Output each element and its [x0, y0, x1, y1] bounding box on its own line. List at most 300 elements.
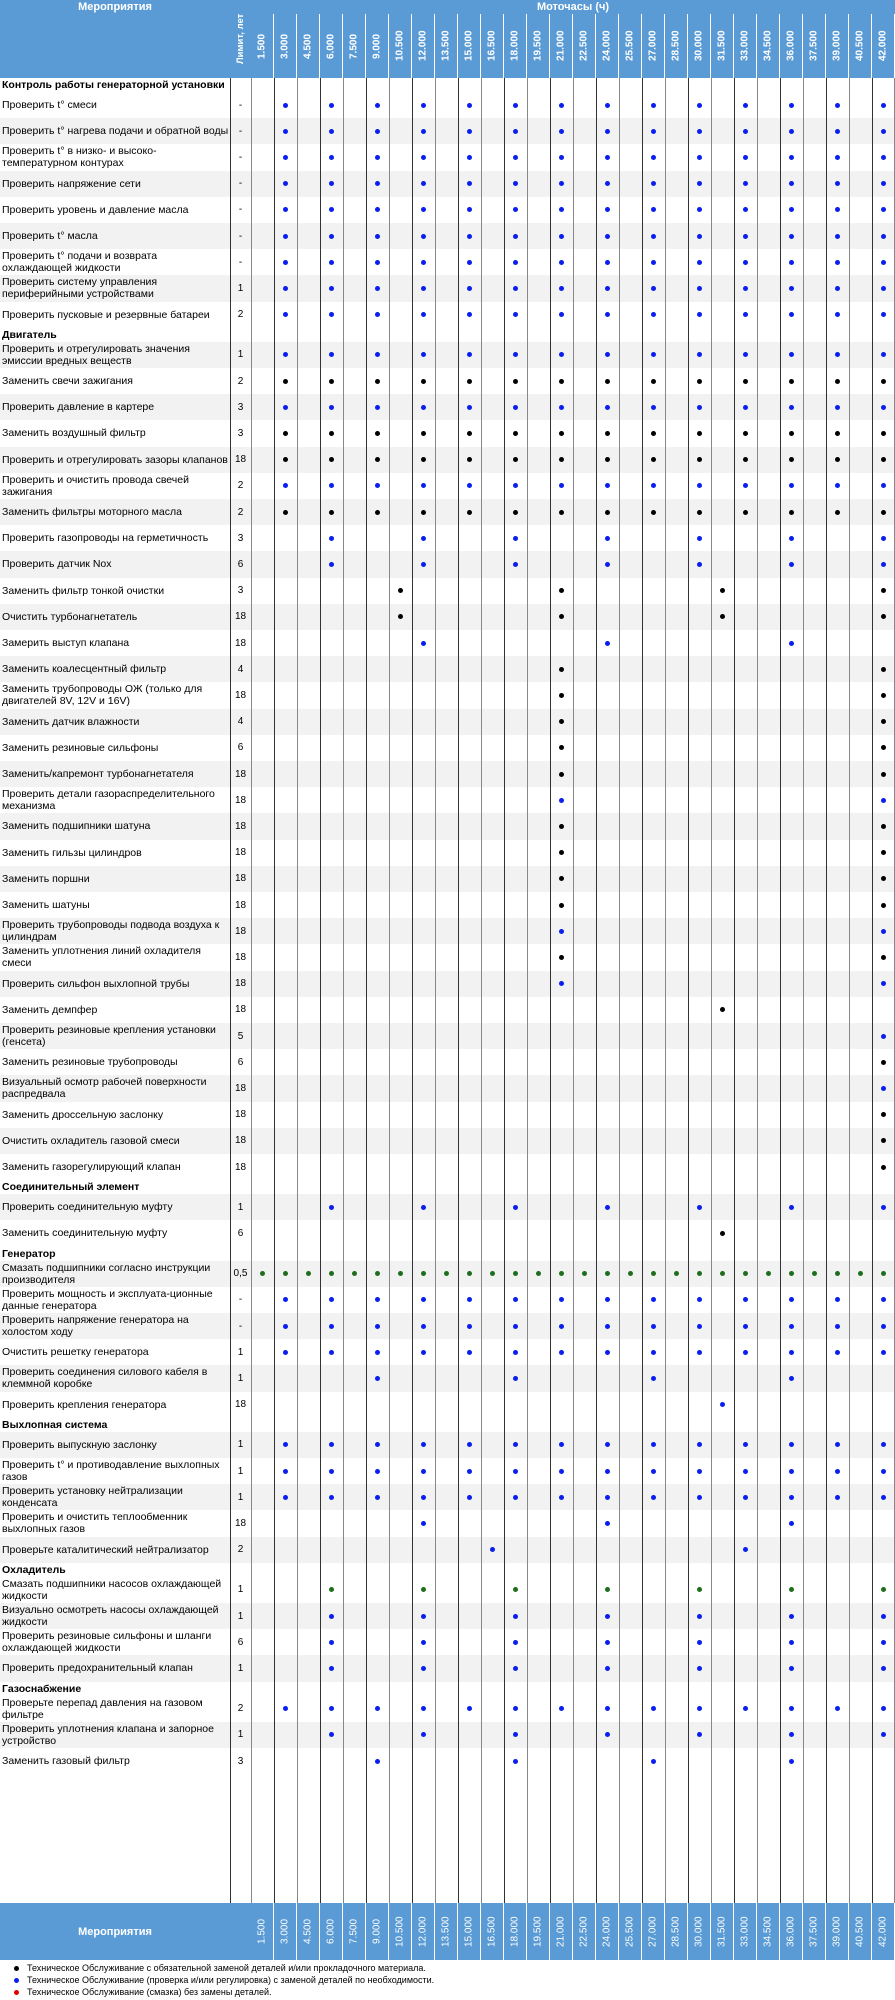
grid-line	[412, 78, 413, 1903]
limit-years: -	[238, 204, 243, 216]
blue-dot-icon	[283, 1350, 288, 1355]
grid-line	[297, 78, 298, 1903]
maintenance-mark-24.000	[596, 1722, 619, 1748]
hour-footer-12.000: 12.000	[412, 1903, 435, 1960]
green-dot-icon	[651, 1271, 656, 1276]
maintenance-mark-39.000	[826, 171, 849, 197]
green-dot-icon	[444, 1271, 449, 1276]
grid-line	[688, 78, 689, 1903]
table-row	[0, 499, 895, 525]
blue-dot-icon	[375, 1706, 380, 1711]
maintenance-mark-18.000	[504, 1432, 527, 1458]
grid-line	[619, 78, 620, 1903]
maintenance-mark-24.000	[596, 551, 619, 577]
maintenance-mark-21.000	[550, 813, 573, 839]
maintenance-mark-21.000	[550, 1339, 573, 1365]
blue-dot-icon	[720, 1402, 725, 1407]
table-row	[0, 1220, 895, 1246]
activity-name: Смазать подшипники согласно инструкции производителя	[2, 1261, 211, 1286]
maintenance-mark-30.000	[688, 302, 711, 328]
maintenance-mark-6.000	[320, 447, 343, 473]
maintenance-mark-36.000	[780, 92, 803, 118]
maintenance-mark-9.000	[366, 1287, 389, 1313]
limit-years: 18	[234, 873, 247, 885]
blue-dot-icon	[835, 405, 840, 410]
maintenance-mark-15.000	[458, 1696, 481, 1722]
green-dot-icon	[605, 1587, 610, 1592]
maintenance-mark-33.000	[734, 394, 757, 420]
grid-line	[458, 78, 459, 1903]
black-dot-icon	[398, 588, 403, 593]
maintenance-mark-42.000	[872, 197, 895, 223]
table-row	[0, 813, 895, 839]
maintenance-mark-33.000	[734, 92, 757, 118]
blue-dot-icon	[467, 260, 472, 265]
activity-name: Заменить фильтр тонкой очистки	[2, 584, 165, 597]
maintenance-mark-6.000	[320, 1339, 343, 1365]
limit-years: 1	[237, 1610, 244, 1622]
blue-dot-icon	[421, 234, 426, 239]
maintenance-mark-15.000	[458, 118, 481, 144]
hour-header-34.500: 34.500	[757, 14, 780, 78]
maintenance-mark-12.000	[412, 447, 435, 473]
maintenance-mark-6.000	[320, 499, 343, 525]
table-row	[0, 1696, 895, 1722]
black-dot-icon	[697, 510, 702, 515]
maintenance-mark-27.000	[642, 1339, 665, 1365]
maintenance-mark-18.000	[504, 1458, 527, 1484]
blue-dot-icon	[697, 1297, 702, 1302]
blue-dot-icon	[743, 483, 748, 488]
maintenance-mark-21.000	[550, 1696, 573, 1722]
maintenance-mark-33.000	[734, 1313, 757, 1339]
blue-dot-icon	[467, 1706, 472, 1711]
blue-dot-icon	[421, 1205, 426, 1210]
maintenance-mark-27.000	[642, 1313, 665, 1339]
maintenance-mark-33.000	[734, 1537, 757, 1563]
section-title: Контроль работы генераторной установки	[2, 79, 225, 91]
blue-dot-icon	[835, 129, 840, 134]
maintenance-mark-33.000	[734, 275, 757, 301]
blue-dot-icon	[329, 207, 334, 212]
black-dot-icon	[467, 457, 472, 462]
maintenance-mark-30.000	[688, 1261, 711, 1287]
blue-dot-icon	[881, 1640, 886, 1645]
grid-line	[757, 78, 758, 1903]
blue-dot-icon	[651, 155, 656, 160]
blue-dot-icon	[421, 181, 426, 186]
hour-footer-34.500: 34.500	[757, 1903, 780, 1960]
blue-dot-icon	[651, 1376, 656, 1381]
black-dot-icon	[329, 379, 334, 384]
limit-years: 6	[237, 1056, 244, 1068]
blue-dot-icon	[697, 181, 702, 186]
maintenance-mark-3.000	[274, 118, 297, 144]
blue-dot-icon	[743, 312, 748, 317]
black-dot-icon	[559, 693, 564, 698]
maintenance-mark-27.000	[642, 1458, 665, 1484]
blue-dot-icon	[789, 1376, 794, 1381]
maintenance-mark-33.000	[734, 447, 757, 473]
maintenance-mark-18.000	[504, 551, 527, 577]
maintenance-mark-9.000	[366, 144, 389, 170]
maintenance-mark-36.000	[780, 1261, 803, 1287]
blue-dot-icon	[605, 641, 610, 646]
maintenance-mark-3.000	[274, 1339, 297, 1365]
blue-dot-icon	[743, 405, 748, 410]
maintenance-mark-27.000	[642, 118, 665, 144]
blue-dot-icon	[835, 1469, 840, 1474]
hour-header-31.500: 31.500	[711, 14, 734, 78]
maintenance-mark-15.000	[458, 342, 481, 368]
maintenance-mark-24.000	[596, 92, 619, 118]
legend-item	[14, 1987, 272, 1997]
blue-dot-icon	[467, 405, 472, 410]
hour-header-30.000: 30.000	[688, 14, 711, 78]
black-dot-icon	[881, 588, 886, 593]
maintenance-mark-24.000	[596, 368, 619, 394]
maintenance-mark-6.000	[320, 551, 343, 577]
maintenance-mark-42.000	[872, 1603, 895, 1629]
black-dot-icon	[881, 1112, 886, 1117]
maintenance-mark-12.000	[412, 223, 435, 249]
hour-header-18.000: 18.000	[504, 14, 527, 78]
blue-dot-icon	[513, 1442, 518, 1447]
blue-dot-icon	[513, 1666, 518, 1671]
blue-dot-icon	[467, 234, 472, 239]
maintenance-mark-15.000	[458, 92, 481, 118]
black-dot-icon	[559, 824, 564, 829]
activity-name: Проверить и очистить провода свечей зажигания	[2, 473, 189, 498]
hour-header-28.500: 28.500	[665, 14, 688, 78]
maintenance-mark-18.000	[504, 394, 527, 420]
maintenance-mark-16.500	[481, 1261, 504, 1287]
maintenance-mark-12.000	[412, 1458, 435, 1484]
maintenance-mark-24.000	[596, 1458, 619, 1484]
blue-dot-icon	[283, 155, 288, 160]
blue-dot-icon	[881, 1614, 886, 1619]
blue-dot-icon	[513, 1614, 518, 1619]
blue-dot-icon	[559, 103, 564, 108]
maintenance-mark-24.000	[596, 1484, 619, 1510]
hour-footer-15.000: 15.000	[458, 1903, 481, 1960]
activity-name: Проверить t° и противодавление выхлопных газов	[2, 1459, 220, 1484]
maintenance-mark-3.000	[274, 249, 297, 275]
table-row	[0, 368, 895, 394]
limit-years: 6	[237, 742, 244, 754]
maintenance-mark-39.000	[826, 447, 849, 473]
maintenance-mark-12.000	[412, 1696, 435, 1722]
grid-line	[872, 78, 873, 1903]
green-dot-icon	[605, 1271, 610, 1276]
blue-dot-icon	[605, 1495, 610, 1500]
blue-dot-icon	[375, 352, 380, 357]
limit-years: 1	[237, 1662, 244, 1674]
blue-dot-icon	[881, 352, 886, 357]
blue-dot-icon	[605, 181, 610, 186]
maintenance-mark-6.000	[320, 525, 343, 551]
blue-dot-icon	[513, 286, 518, 291]
maintenance-mark-36.000	[780, 1313, 803, 1339]
blue-dot-icon	[467, 1442, 472, 1447]
blue-dot-icon	[651, 1759, 656, 1764]
maintenance-mark-18.000	[504, 420, 527, 446]
maintenance-mark-6.000	[320, 249, 343, 275]
blue-dot-icon	[283, 312, 288, 317]
grid-line	[642, 78, 643, 1903]
maintenance-mark-39.000	[826, 275, 849, 301]
maintenance-mark-39.000	[826, 144, 849, 170]
blue-dot-icon	[789, 1706, 794, 1711]
maintenance-mark-21.000	[550, 420, 573, 446]
black-dot-icon	[421, 510, 426, 515]
blue-dot-icon	[835, 286, 840, 291]
black-dot-icon	[283, 379, 288, 384]
maintenance-mark-42.000	[872, 420, 895, 446]
table-row	[0, 1510, 895, 1536]
activity-name: Проверить датчик Nox	[2, 558, 112, 571]
blue-dot-icon	[743, 129, 748, 134]
blue-dot-icon	[881, 181, 886, 186]
blue-dot-icon	[513, 103, 518, 108]
maintenance-mark-9.000	[366, 1432, 389, 1458]
blue-dot-icon	[375, 405, 380, 410]
black-dot-icon	[375, 431, 380, 436]
green-dot-icon	[812, 1271, 817, 1276]
maintenance-mark-27.000	[642, 223, 665, 249]
maintenance-mark-30.000	[688, 473, 711, 499]
blue-dot-icon	[789, 207, 794, 212]
maintenance-mark-9.000	[366, 499, 389, 525]
maintenance-mark-24.000	[596, 1261, 619, 1287]
blue-dot-icon	[559, 181, 564, 186]
blue-dot-icon	[605, 1442, 610, 1447]
maintenance-mark-3.000	[274, 394, 297, 420]
maintenance-mark-9.000	[366, 275, 389, 301]
blue-dot-icon	[375, 483, 380, 488]
maintenance-mark-9.000	[366, 447, 389, 473]
blue-dot-icon	[605, 1469, 610, 1474]
blue-dot-icon	[881, 1732, 886, 1737]
activity-name: Проверить соединительную муфту	[2, 1201, 173, 1214]
blue-dot-icon	[559, 234, 564, 239]
blue-dot-icon	[375, 207, 380, 212]
maintenance-mark-3.000	[274, 1432, 297, 1458]
blue-dot-icon	[605, 536, 610, 541]
blue-dot-icon	[329, 1297, 334, 1302]
maintenance-mark-42.000	[872, 944, 895, 970]
maintenance-mark-30.000	[688, 171, 711, 197]
section-title: Соединительный элемент	[2, 1181, 140, 1194]
maintenance-mark-21.000	[550, 394, 573, 420]
maintenance-mark-24.000	[596, 118, 619, 144]
maintenance-mark-33.000	[734, 342, 757, 368]
maintenance-mark-15.000	[458, 499, 481, 525]
activity-name: Проверить крепления генератора	[2, 1398, 167, 1411]
table-row	[0, 1655, 895, 1681]
black-dot-icon	[743, 431, 748, 436]
maintenance-mark-42.000	[872, 473, 895, 499]
blue-dot-icon	[835, 1442, 840, 1447]
maintenance-mark-36.000	[780, 1484, 803, 1510]
maintenance-mark-21.000	[550, 944, 573, 970]
hour-footer-36.000: 36.000	[780, 1903, 803, 1960]
blue-dot-icon	[605, 562, 610, 567]
activity-name: Проверить предохранительный клапан	[2, 1662, 193, 1675]
blue-dot-icon	[605, 1297, 610, 1302]
maintenance-mark-42.000	[872, 1049, 895, 1075]
hour-footer-3.000: 3.000	[274, 1903, 297, 1960]
blue-dot-icon	[329, 536, 334, 541]
blue-dot-icon	[490, 1547, 495, 1552]
blue-dot-icon	[421, 1350, 426, 1355]
blue-dot-icon	[697, 1469, 702, 1474]
activity-name: Очистить охладитель газовой смеси	[2, 1134, 180, 1147]
maintenance-mark-27.000	[642, 1432, 665, 1458]
blue-dot-icon	[789, 312, 794, 317]
blue-dot-icon	[881, 981, 886, 986]
activity-name: Заменить/капремонт турбонагнетателя	[2, 768, 194, 781]
black-dot-icon	[697, 431, 702, 436]
maintenance-mark-36.000	[780, 342, 803, 368]
maintenance-mark-39.000	[826, 1313, 849, 1339]
blue-dot-icon	[375, 103, 380, 108]
maintenance-mark-24.000	[596, 1339, 619, 1365]
blue-dot-icon	[559, 1706, 564, 1711]
maintenance-mark-42.000	[872, 1194, 895, 1220]
green-dot-icon	[674, 1271, 679, 1276]
blue-dot-icon	[421, 207, 426, 212]
maintenance-mark-12.000	[412, 171, 435, 197]
black-dot-icon	[559, 614, 564, 619]
blue-dot-icon	[697, 405, 702, 410]
maintenance-mark-21.000	[550, 682, 573, 708]
hour-footer-16.500: 16.500	[481, 1903, 504, 1960]
maintenance-mark-18.000	[504, 342, 527, 368]
maintenance-mark-15.000	[458, 394, 481, 420]
maintenance-mark-30.000	[688, 118, 711, 144]
blue-dot-icon	[421, 103, 426, 108]
hour-header-33.000: 33.000	[734, 14, 757, 78]
blue-dot-icon	[513, 1495, 518, 1500]
blue-dot-icon	[329, 234, 334, 239]
maintenance-mark-9.000	[366, 249, 389, 275]
blue-dot-icon	[605, 1324, 610, 1329]
maintenance-mark-21.000	[550, 197, 573, 223]
grid-line	[849, 78, 850, 1903]
maintenance-mark-36.000	[780, 551, 803, 577]
maintenance-mark-15.000	[458, 144, 481, 170]
blue-dot-icon	[559, 483, 564, 488]
footer-activities	[0, 1903, 230, 1960]
maintenance-mark-3.000	[274, 1484, 297, 1510]
maintenance-mark-36.000	[780, 223, 803, 249]
blue-dot-icon	[743, 207, 748, 212]
maintenance-mark-15.000	[458, 1484, 481, 1510]
blue-dot-icon	[329, 155, 334, 160]
hour-footer-21.000: 21.000	[550, 1903, 573, 1960]
maintenance-mark-24.000	[596, 1577, 619, 1603]
table-row	[0, 682, 895, 708]
maintenance-mark-36.000	[780, 447, 803, 473]
hour-header-16.500: 16.500	[481, 14, 504, 78]
maintenance-mark-27.000	[642, 249, 665, 275]
black-dot-icon	[513, 431, 518, 436]
hour-header-19.500: 19.500	[527, 14, 550, 78]
limit-years: 1	[237, 1729, 244, 1741]
maintenance-mark-36.000	[780, 144, 803, 170]
blue-dot-icon	[605, 1732, 610, 1737]
maintenance-mark-21.000	[550, 866, 573, 892]
maintenance-mark-36.000	[780, 249, 803, 275]
activity-name: Проверить напряжение сети	[2, 177, 141, 190]
blue-dot-icon	[329, 1469, 334, 1474]
table-row	[0, 197, 895, 223]
table-row	[0, 840, 895, 866]
maintenance-mark-30.000	[688, 1432, 711, 1458]
hour-header-36.000: 36.000	[780, 14, 803, 78]
maintenance-mark-39.000	[826, 368, 849, 394]
blue-dot-icon	[789, 1521, 794, 1526]
blue-dot-icon	[283, 1469, 288, 1474]
blue-dot-icon	[513, 562, 518, 567]
maintenance-mark-18.000	[504, 144, 527, 170]
blue-dot-icon	[421, 312, 426, 317]
activity-name: Визуально осмотреть насосы охлаждающей жидкости	[2, 1604, 219, 1629]
blue-dot-icon	[421, 1640, 426, 1645]
table-row	[0, 1128, 895, 1154]
hour-header-25.500: 25.500	[619, 14, 642, 78]
green-dot-icon	[559, 1271, 564, 1276]
blue-dot-icon	[421, 1495, 426, 1500]
maintenance-mark-31.500	[711, 1392, 734, 1418]
maintenance-mark-42.000	[872, 1075, 895, 1101]
maintenance-mark-6.000	[320, 1603, 343, 1629]
maintenance-mark-33.000	[734, 1696, 757, 1722]
maintenance-mark-6.000	[320, 118, 343, 144]
blue-dot-icon	[605, 352, 610, 357]
maintenance-mark-25.500	[619, 1261, 642, 1287]
blue-dot-icon	[743, 1324, 748, 1329]
maintenance-mark-30.000	[688, 197, 711, 223]
maintenance-mark-12.000	[412, 525, 435, 551]
limit-years: 18	[234, 1135, 247, 1147]
activity-name: Заменить резиновые трубопроводы	[2, 1056, 178, 1069]
maintenance-mark-24.000	[596, 1313, 619, 1339]
hour-header-4.500: 4.500	[297, 14, 320, 78]
hour-footer-33.000: 33.000	[734, 1903, 757, 1960]
blue-dot-icon	[881, 562, 886, 567]
maintenance-mark-27.000	[642, 275, 665, 301]
maintenance-mark-33.000	[734, 1261, 757, 1287]
black-dot-icon	[559, 955, 564, 960]
blue-dot-icon	[789, 155, 794, 160]
blue-dot-icon	[329, 286, 334, 291]
maintenance-mark-15.000	[458, 1339, 481, 1365]
maintenance-mark-33.000	[734, 1432, 757, 1458]
activity-name: Проверить трубопроводы подвода воздуха к цилиндрам	[2, 919, 220, 944]
blue-dot-icon	[375, 234, 380, 239]
maintenance-mark-42.000	[872, 840, 895, 866]
table-row	[0, 551, 895, 577]
hour-footer-39.000: 39.000	[826, 1903, 849, 1960]
maintenance-mark-42.000	[872, 1154, 895, 1180]
limit-years: -	[238, 256, 243, 268]
grid-line	[481, 78, 482, 1903]
table-row	[0, 1537, 895, 1563]
green-dot-icon	[467, 1271, 472, 1276]
maintenance-mark-12.000	[412, 275, 435, 301]
